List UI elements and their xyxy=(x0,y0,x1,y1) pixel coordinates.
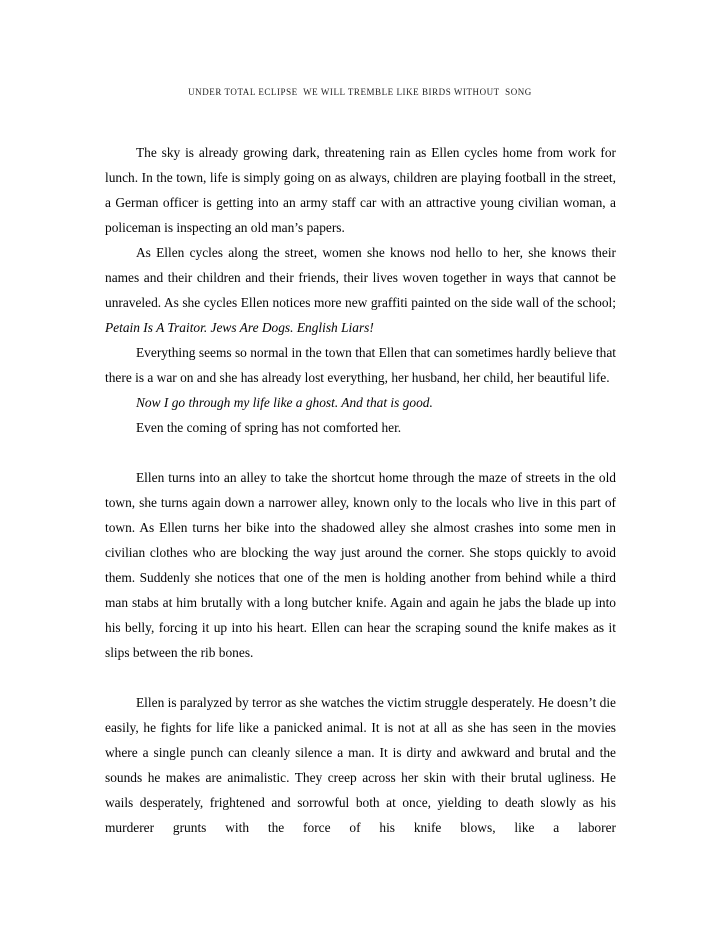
paragraph-cycles-along-street xyxy=(105,240,616,340)
paragraph-alley-shortcut: Ellen turns into an alley to take the shortcut home through the maze of streets in the old town, she turns again down a narrower alley, known only to the locals who live in this part of town. As Ellen turns her bike into the shadowed alley she almost crashes into some men in civilian clothes who are blocking the way just around the corner. She stops quickly to avoid them. Suddenly she notices that one of the men is holding another from behind while a third man stabs at him brutally with a long butcher knife. Again and again he jabs the blade up into his belly, forcing it up into his heart. Ellen can hear the scraping sound the knife makes as it slips between the rib bones. xyxy=(105,470,616,660)
body-text xyxy=(105,140,616,840)
running-header: UNDER TOTAL ECLIPSE WE WILL TREMBLE LIKE BIRDS WITHOUT SONG xyxy=(188,87,532,97)
graffiti-italic-text: Petain Is A Traitor. Jews Are Dogs. English Liars! xyxy=(105,320,374,335)
paragraph-coming-of-spring: Even the coming of spring has not comforted her. xyxy=(136,420,402,435)
paragraph-sky-growing-dark: The sky is already growing dark, threatening rain as Ellen cycles home from work for lunch. In the town, life is simply going on as always, children are playing football in the street, a German officer is getting into an army staff car with an attractive young civilian woman, a policeman is inspecting an old man’s papers. xyxy=(105,145,616,235)
ghost-quote-italic: Now I go through my life like a ghost. And that is good. xyxy=(136,395,433,410)
paragraph-paralyzed-by-terror: Ellen is paralyzed by terror as she watches the victim struggle desperately. He doesn’t die easily, he fights for life like a panicked animal. It is not at all as she has seen in the movies where a single punch can cleanly silence a man. It is dirty and awkward and brutal and the sounds he makes are animalistic. They creep across her skin with their brutal ugliness. He wails desperately, frightened and sorrowful both at once, yielding to death slowly as his murderer grunts with the force of his knife blows, like a laborer xyxy=(105,695,616,835)
paragraph-cycles-along-street-text: As Ellen cycles along the street, women she knows nod hello to her, she knows their names and their children and their friends, their lives woven together in ways that cannot be unraveled. As she cycles Ellen notices more new graffiti painted on the side wall of the school; xyxy=(105,245,616,310)
paragraph-everything-normal: Everything seems so normal in the town that Ellen that can sometimes hardly believe that there is a war on and she has already lost everything, her husband, her child, her beautiful life. xyxy=(105,345,616,385)
